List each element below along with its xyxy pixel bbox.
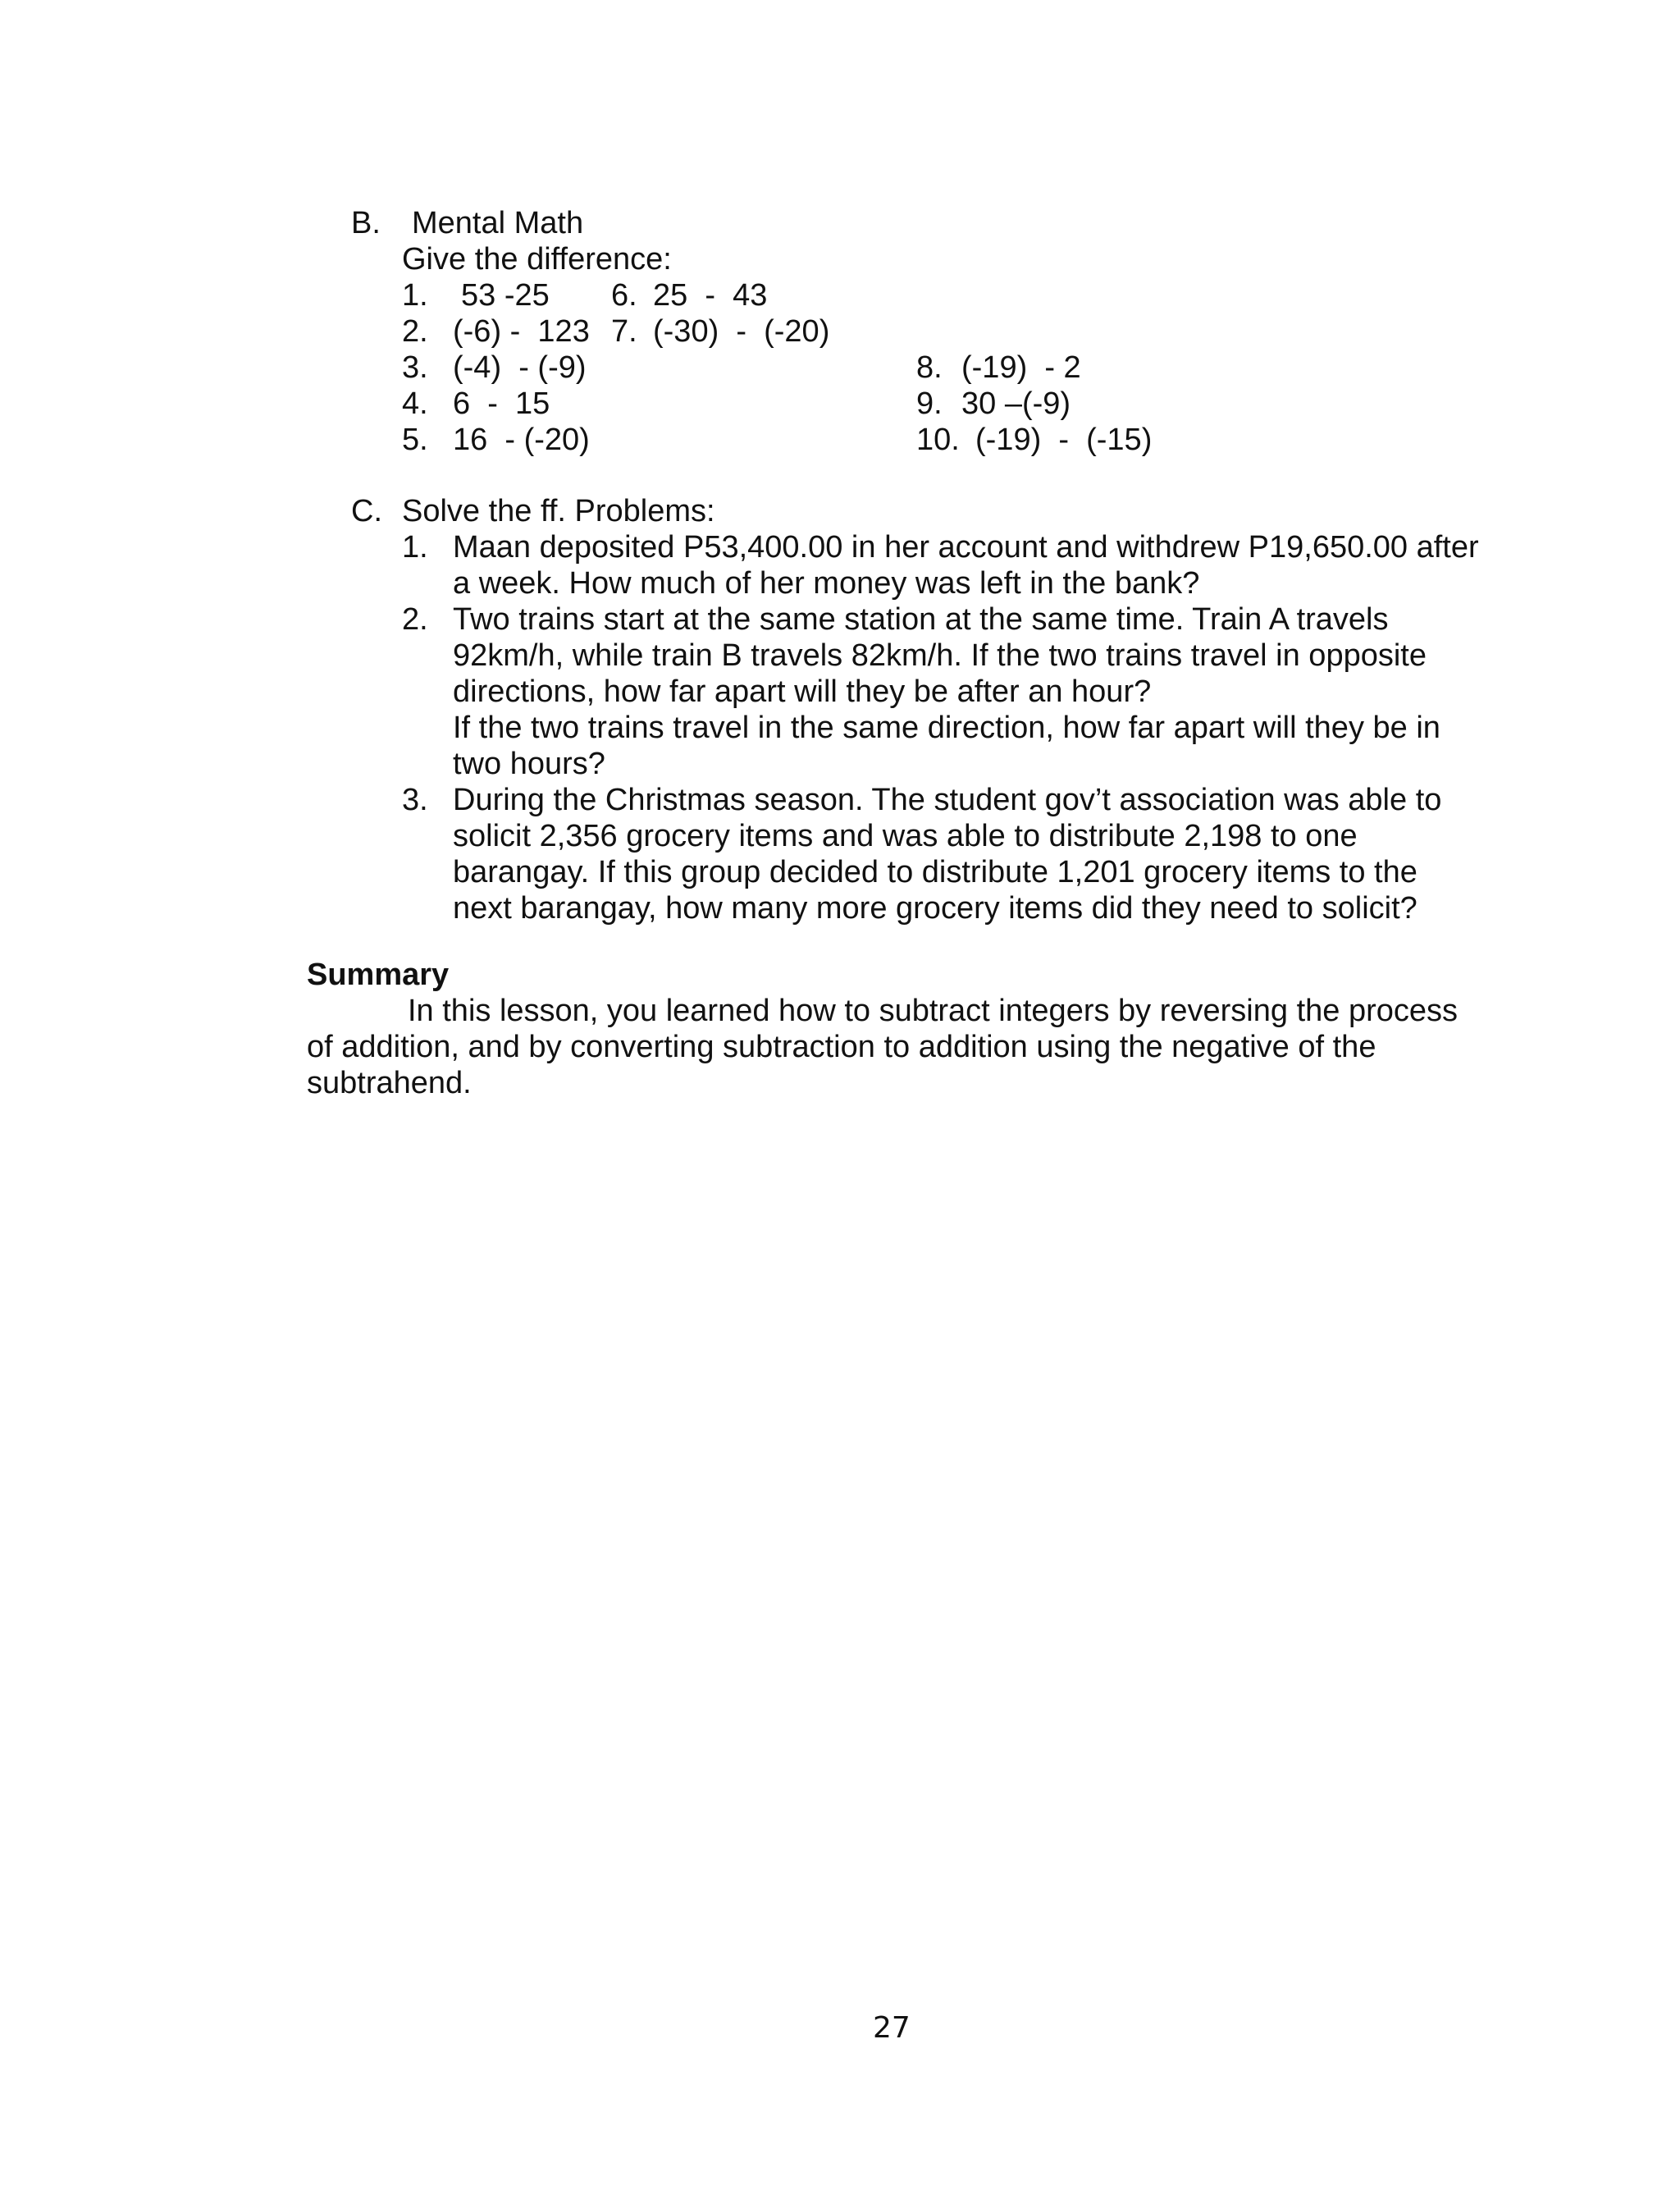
item-expression: (-19) - (-15) [975,423,1153,457]
section-b-title: Mental Math [412,206,584,240]
item-expression: 30 –(-9) [961,386,1071,421]
item-expression: 16 - (-20) [453,423,590,457]
problem-text-line: Two trains start at the same station at the same time. Train A travels [453,602,1389,637]
item-expression: 53 -25 [461,278,550,313]
item-number: 7. [611,314,637,349]
problem-text-line: a week. How much of her money was left in the bank? [453,566,1200,601]
problem-text-line: Maan deposited P53,400.00 in her account and withdrew P19,650.00 after [453,530,1479,565]
summary-text-line: of addition, and by converting subtraction to addition using the negative of the [307,1030,1376,1064]
problem-text-line: 92km/h, while train B travels 82km/h. If the two trains travel in opposite [453,638,1427,673]
item-number: 6. [611,278,637,313]
summary-text-line: subtrahend. [307,1066,472,1100]
summary-heading: Summary [307,958,450,992]
problem-number: 3. [402,783,428,817]
problem-number: 1. [402,530,428,565]
page-number: 27 [873,2011,911,2045]
problem-text-line: next barangay, how many more grocery items did they need to solicit? [453,891,1418,926]
item-number: 8. [916,350,943,385]
problem-text-line: directions, how far apart will they be after an hour? [453,674,1152,709]
item-number: 1. [402,278,428,313]
problem-text-line: If the two trains travel in the same direction, how far apart will they be in [453,711,1440,745]
section-b-letter: B. [351,206,381,240]
section-b-instruction: Give the difference: [402,242,672,277]
item-number: 2. [402,314,428,349]
item-expression: 6 - 15 [453,386,550,421]
section-c-letter: C. [351,494,382,528]
problem-text-line: During the Christmas season. The student gov’t association was able to [453,783,1442,817]
item-number: 5. [402,423,428,457]
item-expression: (-19) - 2 [961,350,1081,385]
problem-text-line: two hours? [453,747,605,781]
problem-number: 2. [402,602,428,637]
section-c-title: Solve the ff. Problems: [402,494,715,528]
item-expression: (-30) - (-20) [653,314,830,349]
item-expression: (-6) - 123 [453,314,590,349]
item-expression: (-4) - (-9) [453,350,587,385]
summary-text-line: In this lesson, you learned how to subtract integers by reversing the process [408,994,1459,1028]
item-number: 10. [916,423,960,457]
item-number: 3. [402,350,428,385]
problem-text-line: solicit 2,356 grocery items and was able to distribute 2,198 to one [453,819,1358,853]
item-number: 9. [916,386,943,421]
item-number: 4. [402,386,428,421]
item-expression: 25 - 43 [653,278,768,313]
problem-text-line: barangay. If this group decided to distribute 1,201 grocery items to the [453,855,1418,889]
